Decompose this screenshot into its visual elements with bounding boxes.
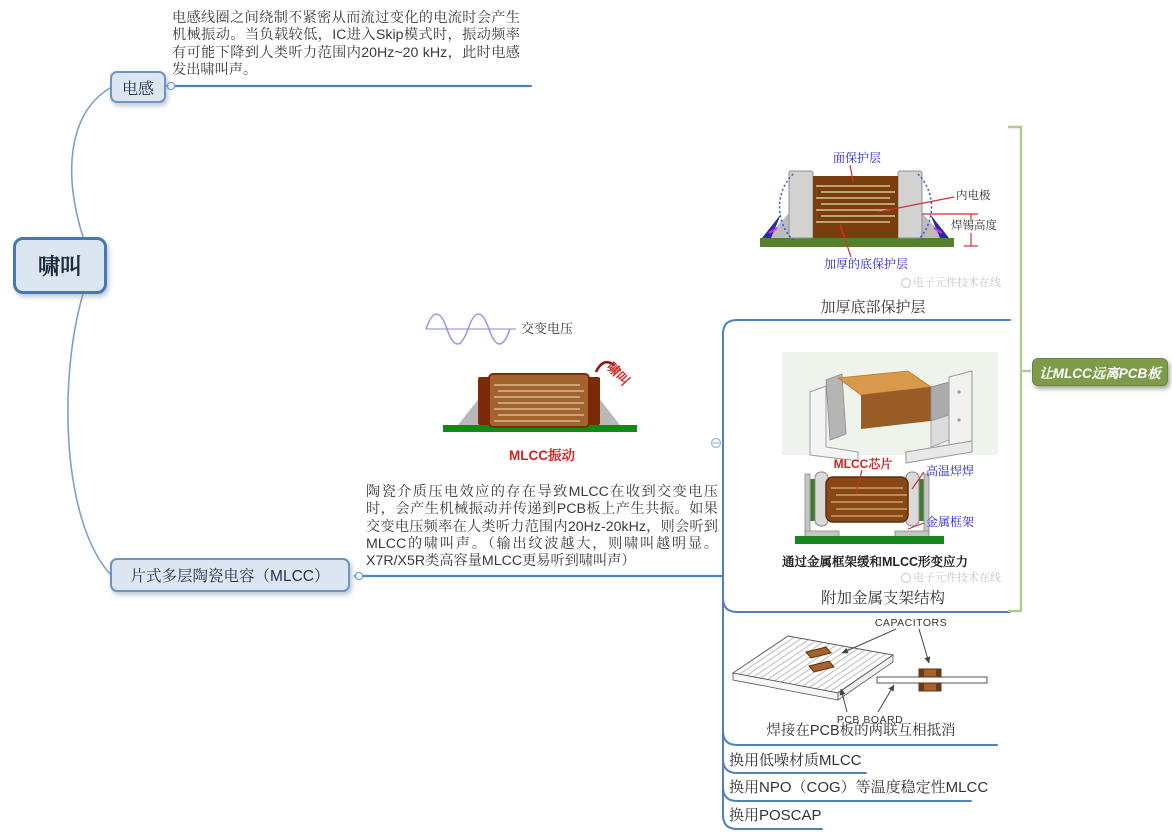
topic-npo-cog-mlcc[interactable]: 换用NPO（COG）等温度稳定性MLCC [729, 779, 989, 796]
topic-inductor-label: 电感 [121, 80, 154, 98]
summary-topic[interactable] [1032, 358, 1168, 386]
watermark-text: 电子元件技术在线 [913, 277, 1001, 289]
metal-frame-label: 金属框架 [926, 515, 975, 529]
topic-poscap[interactable]: 换用POSCAP [729, 807, 822, 824]
squeal-label: 啸叫 [603, 359, 633, 389]
watermark-logo-icon [902, 574, 911, 583]
topic-thick-bottom-layer[interactable]: 加厚底部保护层 [820, 299, 926, 316]
pcb-board-label: PCB BOARD [836, 714, 904, 726]
mlcc-chip-label: MLCC芯片 [833, 457, 893, 471]
mlcc-note[interactable]: 陶瓷介质压电效应的存在导致MLCC在收到交变电压时，会产生机械振动并传递到PCB板上产生共振。如果交变电压频率在人类听力范围内20Hz-20kHz，则会听到MLCC的啸叫声。（输出纹波越大，则啸叫越明显。 X7R/X5R类高容量MLCC更易听到啸叫声） [366, 484, 718, 570]
watermark-text: 电子元件技术在线 [913, 572, 1001, 584]
mlcc-branch-handle[interactable] [355, 572, 362, 579]
topic-mlcc[interactable] [110, 558, 350, 592]
vibration-caption: MLCC振动 [509, 448, 575, 463]
wave-label: 交变电压 [521, 321, 574, 336]
summary-bracket [1008, 127, 1031, 611]
inner-electrode-label: 内电极 [956, 190, 991, 202]
topic-solder-two-cancel[interactable]: 焊接在PCB板的两联互相抵消 [766, 723, 956, 739]
inductor-branch-handle[interactable] [167, 82, 174, 89]
pcb-cancel-figure[interactable] [733, 629, 987, 712]
bottom-layer-label: 加厚的底保护层 [823, 257, 909, 271]
capacitors-label: CAPACITORS [874, 617, 948, 629]
topic-mlcc-label: 片式多层陶瓷电容（MLCC） [130, 568, 330, 585]
face-layer-label: 面保护层 [832, 151, 882, 165]
root-topic-label: 啸叫 [37, 254, 82, 279]
topic-metal-bracket[interactable]: 附加金属支架结构 [820, 590, 946, 607]
solder-height-label: 焊锡高度 [951, 220, 997, 232]
high-temp-solder-label: 高温焊焊 [926, 464, 975, 478]
topic-low-noise-mlcc[interactable]: 换用低噪材质MLCC [729, 752, 862, 769]
collapse-minus-handle[interactable] [712, 439, 721, 448]
inductor-note[interactable]: 电感线圈之间绕制不紧密从而流过变化的电流时会产生机械振动。当负载较低，IC进入Skip模式时，振动频率有可能下降到人类听力范围内20Hz~20 kHz，此时电感发出啸叫声。 [172, 10, 520, 78]
metal-frame-caption: 通过金属框架缓和MLCC形变应力 [781, 555, 969, 569]
root-topic[interactable] [13, 237, 107, 294]
watermark-logo-icon [902, 279, 911, 288]
summary-topic-label: 让MLCC远离PCB板 [1039, 366, 1161, 381]
topic-inductor[interactable] [110, 71, 166, 103]
